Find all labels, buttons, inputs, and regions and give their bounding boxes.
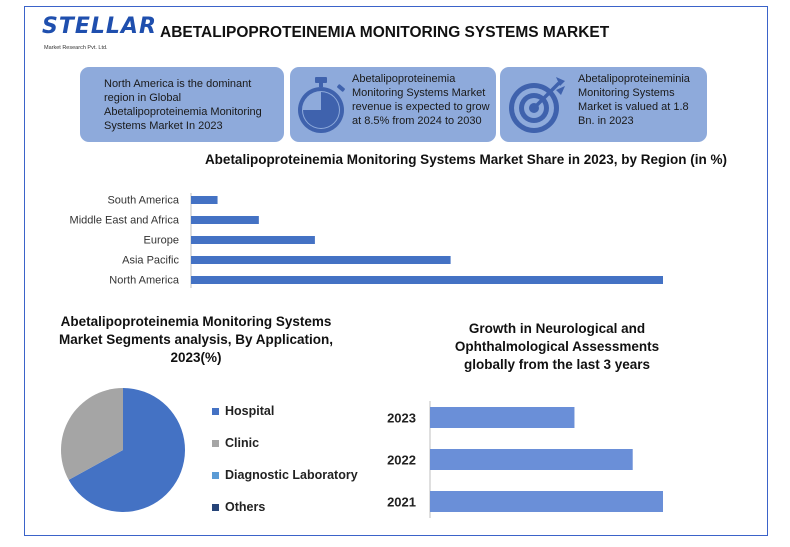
legend-item bbox=[212, 427, 358, 459]
legend-item bbox=[212, 459, 358, 491]
pie-legend bbox=[212, 395, 358, 523]
legend-swatch-diagnostic bbox=[212, 472, 219, 479]
region-tick-label: Asia Pacific bbox=[122, 254, 179, 267]
application-pie-chart bbox=[53, 380, 193, 520]
legend-label-others: Others bbox=[225, 500, 266, 514]
info-card-growth-text: Abetalipoproteinemia Monitoring Systems Market revenue is expected to grow at 8.5% from 2024 to 2030 bbox=[352, 73, 490, 127]
growth-tick-label: 2021 bbox=[387, 494, 416, 510]
legend-label-hospital: Hospital bbox=[225, 404, 275, 418]
region-tick-label: South America bbox=[107, 194, 179, 207]
region-tick-label: North America bbox=[109, 274, 179, 287]
legend-item bbox=[212, 395, 358, 427]
region-bar bbox=[191, 196, 218, 204]
application-pie-title: Abetalipoproteinemia Monitoring Systems Market Segments analysis, By Application, 2023(%) bbox=[58, 314, 334, 365]
legend-label-clinic: Clinic bbox=[225, 436, 260, 450]
region-bar bbox=[191, 216, 259, 224]
growth-tick-label: 2022 bbox=[387, 452, 416, 468]
growth-tick-label: 2023 bbox=[387, 410, 416, 426]
legend-label-diagnostic: Diagnostic Laboratory bbox=[225, 468, 358, 482]
legend-item bbox=[212, 491, 358, 523]
legend-swatch-hospital bbox=[212, 408, 219, 415]
region-bar bbox=[191, 276, 663, 284]
logo-text: STELLAR bbox=[42, 14, 157, 39]
legend-swatch-clinic bbox=[212, 440, 219, 447]
region-bar bbox=[191, 256, 451, 264]
legend-swatch-others bbox=[212, 504, 219, 511]
page-title: ABETALIPOPROTEINEMIA MONITORING SYSTEMS MARKET bbox=[160, 24, 610, 41]
region-tick-label: Europe bbox=[143, 234, 179, 247]
region-bar bbox=[191, 236, 315, 244]
growth-chart-title: Growth in Neurological and Ophthalmological Assessments globally from the last 3 years bbox=[454, 321, 660, 372]
region-tick-label: Middle East and Africa bbox=[69, 214, 179, 227]
logo-subtitle: Market Research Pvt. Ltd. bbox=[44, 45, 108, 51]
region-chart-title: Abetalipoproteinemia Monitoring Systems Market Share in 2023, by Region (in %) bbox=[204, 152, 728, 167]
info-card-value-text: Abetalipoproteineminia Monitoring Systems Market is valued at 1.8 Bn. in 2023 bbox=[578, 73, 690, 127]
info-card-region-text: North America is the dominant region in Global Abetalipoproteinemia Monitoring Systems Market In 2023 bbox=[104, 77, 262, 132]
